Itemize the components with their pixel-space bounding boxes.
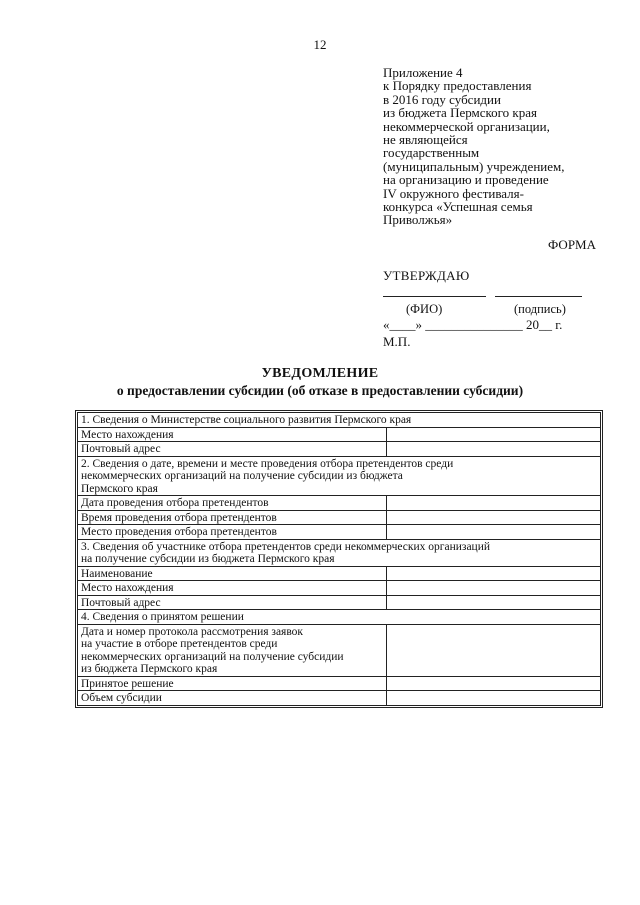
table-row — [78, 496, 601, 511]
field-value-cell[interactable] — [387, 581, 601, 596]
appendix-line: в 2016 году субсидии — [383, 91, 501, 107]
appendix-line: (муниципальным) учреждением, — [383, 158, 565, 174]
field-value-cell[interactable] — [387, 496, 601, 511]
appendix-line: конкурса «Успешная семья — [383, 199, 533, 215]
appendix-line: Приволжья» — [383, 212, 453, 228]
field-label-cell: Дата и номер протокола рассмотрения заявок на участие в отборе претендентов среди некоммерческих организаций на получение субсидии из бюджета Пермского края — [78, 624, 387, 676]
document-subtitle: о предоставлении субсидии (об отказе в предоставлении субсидии) — [116, 383, 524, 398]
appendix-line: на организацию и проведение — [383, 172, 549, 188]
section-header-cell: 1. Сведения о Министерстве социального развития Пермского края — [78, 413, 601, 428]
table-row — [78, 676, 601, 691]
table-row — [78, 691, 601, 706]
table-row — [78, 525, 601, 540]
table-row — [78, 539, 601, 566]
appendix-line: некоммерческой организации, — [383, 118, 550, 134]
field-label-cell: Место нахождения — [78, 581, 387, 596]
field-value-cell[interactable] — [387, 691, 601, 706]
field-label-cell: Дата проведения отбора претендентов — [78, 496, 387, 511]
section-header-cell: 3. Сведения об участнике отбора претендентов среди некоммерческих организаций на получение субсидии из бюджета Пермского края — [78, 539, 601, 566]
table-row — [78, 510, 601, 525]
appendix-line: государственным — [383, 145, 480, 161]
signature-label: (подпись) — [514, 302, 566, 316]
table-row — [78, 427, 601, 442]
approval-heading: УТВЕРЖДАЮ — [383, 268, 470, 283]
stamp-label: М.П. — [383, 334, 411, 349]
field-value-cell[interactable] — [387, 442, 601, 457]
field-label-cell: Место проведения отбора претендентов — [78, 525, 387, 540]
notice-table-body — [78, 413, 601, 706]
appendix-line: Приложение 4 — [383, 65, 463, 80]
table-row — [78, 442, 601, 457]
field-label-cell: Почтовый адрес — [78, 442, 387, 457]
table-row — [78, 595, 601, 610]
field-label-cell: Время проведения отбора претендентов — [78, 510, 387, 525]
page-number: 12 — [313, 37, 327, 52]
appendix-line: IV окружного фестиваля- — [383, 185, 524, 201]
table-row — [78, 624, 601, 676]
field-label-cell: Почтовый адрес — [78, 595, 387, 610]
table-row — [78, 456, 601, 496]
section-header-cell: 2. Сведения о дате, времени и месте проведения отбора претендентов среди некоммерческих организаций на получение субсидии из бюджета Пермского края — [78, 456, 601, 496]
field-value-cell[interactable] — [387, 595, 601, 610]
field-value-cell[interactable] — [387, 427, 601, 442]
field-value-cell[interactable] — [387, 525, 601, 540]
table-row — [78, 566, 601, 581]
approval-date-line: «____» _______________ 20__ г. — [383, 317, 563, 332]
table-row — [78, 610, 601, 625]
signature-line — [495, 296, 582, 297]
fio-signature-line — [383, 296, 486, 297]
field-value-cell[interactable] — [387, 566, 601, 581]
field-value-cell[interactable] — [387, 510, 601, 525]
appendix-block — [383, 66, 613, 227]
section-header-cell: 4. Сведения о принятом решении — [78, 610, 601, 625]
form-label: ФОРМА — [548, 237, 596, 252]
field-label-cell: Объем субсидии — [78, 691, 387, 706]
appendix-line: не являющейся — [383, 132, 468, 148]
appendix-line: к Порядку предоставления — [383, 78, 532, 94]
field-label-cell: Место нахождения — [78, 427, 387, 442]
document-title: УВЕДОМЛЕНИЕ — [261, 366, 379, 381]
field-label-cell: Принятое решение — [78, 676, 387, 691]
table-row — [78, 581, 601, 596]
field-value-cell[interactable] — [387, 624, 601, 676]
field-value-cell[interactable] — [387, 676, 601, 691]
field-label-cell: Наименование — [78, 566, 387, 581]
notice-table — [77, 412, 601, 706]
fio-label: (ФИО) — [406, 302, 443, 316]
table-row — [78, 413, 601, 428]
appendix-line: из бюджета Пермского края — [383, 105, 538, 121]
